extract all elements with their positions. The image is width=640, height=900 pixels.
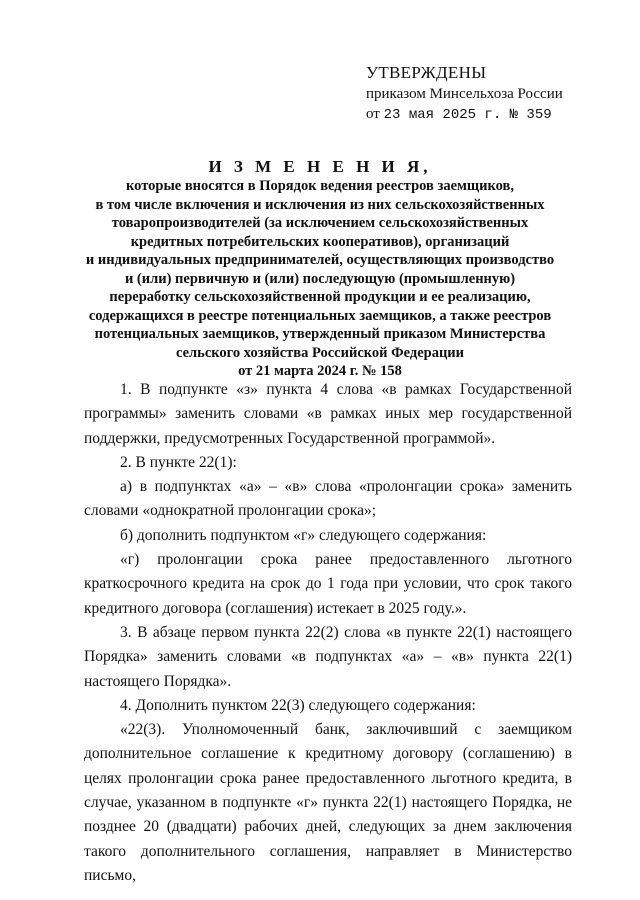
title-line: товаропроизводителей (за исключением сельскохозяйственных xyxy=(111,215,529,231)
title-line: кредитных потребительских кооперативов), организаций xyxy=(130,233,510,250)
approval-stamp xyxy=(366,62,626,125)
paragraph-2a: а) в подпунктах «а» – «в» слова «пролонгации срока» заменить словами «однократной пролонгации срока»; xyxy=(84,478,572,520)
title-line: и (или) первичную и (или) последующую (промышленную) xyxy=(124,270,516,287)
document-title xyxy=(40,156,600,381)
paragraph-4: 4. Дополнить пунктом 22(3) следующего содержания: xyxy=(120,696,476,714)
title-line: потенциальных заемщиков, утвержденный приказом Министерства xyxy=(94,326,546,342)
approval-heading: УТВЕРЖДЕНЫ xyxy=(366,63,487,82)
title-line: и индивидуальных предпринимателей, осуществляющих производство xyxy=(85,252,555,268)
title-line: сельского хозяйства Российской Федерации xyxy=(175,344,465,361)
title-line: в том числе включения и исключения из них сельскохозяйственных xyxy=(95,196,545,213)
title-line: от 21 марта 2024 г. № 158 xyxy=(238,363,402,379)
approval-registration: 23 мая 2025 г. № 359 xyxy=(383,107,552,123)
approval-order-line: приказом Минсельхоза России xyxy=(366,86,563,102)
document-body xyxy=(84,378,572,888)
paragraph-2b-quote: «г) пролонгации срока ранее предоставленного льготного краткосрочного кредита на срок до 1 года при условии, что срок такого кредитного договора (соглашения) истекает в 2025 году.». xyxy=(84,551,572,617)
paragraph-2b: б) дополнить подпунктом «г» следующего содержания: xyxy=(120,526,487,544)
paragraph-1: 1. В подпункте «з» пункта 4 слова «в рамках Государственной программы» заменить словами «в рамках иных мер государственной поддержки, предусмотренных Государственной программой». xyxy=(84,381,572,447)
paragraph-4-quote: «22(3). Уполномоченный банк, заключивший с заемщиком дополнительное соглашение к кредитному договору (соглашению) в целях пролонгации срока ранее предоставленного льготного кредита, в случае, указанном в подпункте «г» пункта 22(1) настоящего Порядка, не позднее 20 (двадцати) рабочих дней, следующих за днем заключения такого дополнительного соглашения, направляет в Министерство письмо, xyxy=(84,721,572,884)
title-main: И З М Е Н Е Н И Я, xyxy=(208,157,432,176)
approval-date-number xyxy=(366,104,626,125)
title-line: переработку сельскохозяйственной продукции и ее реализацию, xyxy=(109,289,531,305)
title-line: которые вносятся в Порядок ведения реестров заемщиков, xyxy=(125,178,514,194)
paragraph-2: 2. В пункте 22(1): xyxy=(120,453,237,471)
title-line: содержащихся в реестре потенциальных заемщиков, а также реестров xyxy=(88,307,552,324)
approval-prefix: от xyxy=(366,106,380,122)
paragraph-3: 3. В абзаце первом пункта 22(2) слова «в пункте 22(1) настоящего Порядка» заменить словами «в подпунктах «а» – «в» пункта 22(1) настоящего Порядка». xyxy=(84,623,572,690)
